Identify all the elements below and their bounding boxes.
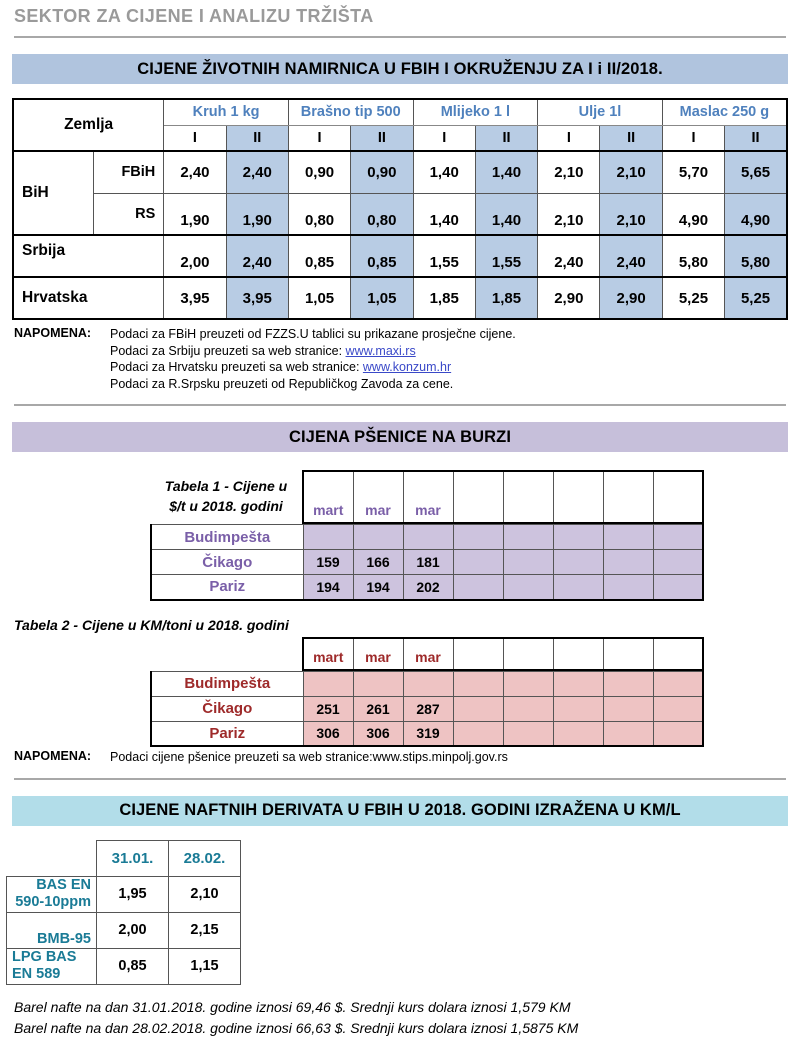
maxi-rs-link[interactable]: www.maxi.rs: [345, 343, 416, 358]
food-cell: 1,85: [413, 277, 475, 319]
wheat-table1-city-0: Budimpešta: [151, 525, 303, 550]
wheat-section-divider: [14, 404, 786, 406]
food-sub-header-0-II: II: [226, 125, 288, 151]
food-cell: 1,55: [413, 235, 475, 277]
fuel-row-label-2-line2: EN 589: [12, 966, 61, 982]
wheat-cell: [503, 575, 553, 600]
wheat-table1-header-row: [303, 471, 703, 523]
wheat-note-text: Podaci cijene pšenice preuzeti sa web stranice:www.stips.minpolj.gov.rs: [110, 750, 508, 764]
food-note-line-2: [110, 359, 516, 376]
wheat-table2-title: Tabela 2 - Cijene u KM/toni u 2018. godini: [14, 616, 289, 633]
food-cell: 5,70: [662, 151, 724, 193]
food-cell: 2,40: [538, 235, 600, 277]
wheat-note: [0, 749, 800, 766]
food-cell: 5,65: [725, 151, 787, 193]
wheat-cell: [603, 525, 653, 550]
food-cell: 2,40: [226, 151, 288, 193]
food-cell: 3,95: [164, 277, 226, 319]
food-cell: 1,05: [288, 277, 350, 319]
food-cell: 2,10: [600, 193, 662, 235]
wheat-table2-month-6: [603, 638, 653, 670]
wheat-table1-title-line2: $/t u 2018. godini: [169, 498, 283, 514]
food-cell: 2,40: [600, 235, 662, 277]
food-cell: 4,90: [725, 193, 787, 235]
wheat-cell: 166: [353, 550, 403, 575]
food-sub-header-2-I: I: [413, 125, 475, 151]
food-sub-header-4-II: II: [725, 125, 787, 151]
wheat-cell: 194: [303, 575, 353, 600]
food-cell: 2,10: [538, 151, 600, 193]
food-prices-table: [12, 98, 788, 320]
table-row: [151, 550, 703, 575]
fuel-cell: 2,10: [169, 876, 241, 912]
wheat-table2-city-0: Budimpešta: [151, 671, 303, 696]
wheat-cell: [403, 671, 453, 696]
fuel-row-label-0-line1: BAS EN: [36, 877, 91, 893]
wheat-cell: [503, 721, 553, 746]
wheat-cell: 319: [403, 721, 453, 746]
fuel-row-label-0: [7, 876, 97, 912]
fuel-date-header-0: 31.01.: [97, 840, 169, 876]
table-row: [151, 721, 703, 746]
header-divider: [14, 36, 786, 38]
wheat-cell: 261: [353, 696, 403, 721]
wheat-cell: [653, 575, 703, 600]
food-cell: 3,95: [226, 277, 288, 319]
wheat-table1-container: [0, 470, 800, 524]
table-row: [13, 235, 787, 277]
wheat-cell: 194: [353, 575, 403, 600]
wheat-table1-month-1: mar: [353, 471, 403, 523]
wheat-table2-month-5: [553, 638, 603, 670]
food-cell: 1,55: [475, 235, 537, 277]
wheat-cell: [453, 525, 503, 550]
food-cell: 0,80: [288, 193, 350, 235]
fuel-section-banner: CIJENE NAFTNIH DERIVATA U FBIH U 2018. GODINI IZRAŽENA U KM/L: [12, 796, 788, 826]
food-group-header-4: Maslac 250 g: [662, 99, 787, 125]
wheat-table1-month-4: [503, 471, 553, 523]
food-cell: 5,80: [725, 235, 787, 277]
table-row: [13, 277, 787, 319]
table-row: [13, 151, 787, 193]
fuel-row-label-2-line1: LPG BAS: [12, 949, 77, 965]
table-row: [151, 575, 703, 600]
wheat-cell: [553, 721, 603, 746]
food-cell: 1,40: [475, 193, 537, 235]
wheat-cell: [653, 550, 703, 575]
wheat-table2-header-row: [303, 638, 703, 670]
food-cell: 2,00: [164, 235, 226, 277]
fuel-prices-table: [6, 840, 241, 985]
fuel-cell: 2,00: [97, 912, 169, 948]
food-row-group-hrvatska: Hrvatska: [13, 277, 164, 319]
wheat-table2-city-1: Čikago: [151, 696, 303, 721]
wheat-cell: [553, 525, 603, 550]
wheat-cell: [603, 721, 653, 746]
fuel-section-divider: [14, 778, 786, 780]
wheat-table2-header-wrap: [150, 637, 800, 671]
fuel-footnote-1: Barel nafte na dan 28.02.2018. godine iznosi 66,63 $. Srednji kurs dolara iznosi 1,5875 KM: [14, 1019, 579, 1036]
food-cell: 2,40: [164, 151, 226, 193]
food-note-line-1: [110, 343, 516, 360]
food-country-header: Zemlja: [13, 99, 164, 151]
wheat-cell: [603, 575, 653, 600]
fuel-row-label-2: [7, 948, 97, 984]
wheat-table2-month-1: mar: [353, 638, 403, 670]
fuel-cell: 2,15: [169, 912, 241, 948]
food-note-label: NAPOMENA:: [14, 326, 92, 340]
food-cell: 2,40: [226, 235, 288, 277]
table-row: [7, 876, 241, 912]
wheat-table2-month-7: [653, 638, 703, 670]
food-cell: 0,90: [288, 151, 350, 193]
wheat-cell: [553, 671, 603, 696]
food-note: [0, 326, 800, 392]
wheat-section-banner: CIJENA PŠENICE NA BURZI: [12, 422, 788, 452]
wheat-table2-city-2: Pariz: [151, 721, 303, 746]
food-section-banner: CIJENE ŽIVOTNIH NAMIRNICA U FBIH I OKRUŽENJU ZA I i II/2018.: [12, 54, 788, 84]
food-table-container: [12, 98, 788, 320]
konzum-hr-link[interactable]: www.konzum.hr: [362, 360, 452, 374]
wheat-cell: [453, 550, 503, 575]
fuel-cell: 0,85: [97, 948, 169, 984]
food-cell: 2,10: [538, 193, 600, 235]
wheat-table1-month-5: [553, 471, 603, 523]
food-row-group-srbija: Srbija: [13, 235, 164, 277]
food-cell: 2,90: [600, 277, 662, 319]
food-sub-header-1-II: II: [351, 125, 413, 151]
food-cell: 1,40: [475, 151, 537, 193]
fuel-row-label-0-line2: 590-10ppm: [15, 894, 91, 910]
wheat-cell: [553, 550, 603, 575]
food-sub-header-1-I: I: [288, 125, 350, 151]
wheat-cell: [653, 696, 703, 721]
food-cell: 5,80: [662, 235, 724, 277]
food-note-body: [110, 326, 516, 392]
fuel-date-header-1: 28.02.: [169, 840, 241, 876]
food-cell: 5,25: [725, 277, 787, 319]
wheat-cell: [353, 525, 403, 550]
table-row: [7, 948, 241, 984]
food-sub-header-0-I: I: [164, 125, 226, 151]
wheat-table1-month-6: [603, 471, 653, 523]
wheat-table1-month-2: mar: [403, 471, 453, 523]
wheat-cell: 287: [403, 696, 453, 721]
food-cell: 5,25: [662, 277, 724, 319]
food-note-line-1-text: Podaci za Srbiju preuzeti sa web stranice:: [110, 343, 346, 358]
wheat-cell: [553, 575, 603, 600]
wheat-cell: [603, 671, 653, 696]
food-note-line-2-text: Podaci za Hrvatsku preuzeti sa web stranice:: [110, 360, 363, 374]
wheat-table1-rows: [150, 524, 704, 601]
food-group-header-1: Brašno tip 500: [288, 99, 413, 125]
wheat-note-label: NAPOMENA:: [14, 749, 92, 763]
food-cell: 0,85: [351, 235, 413, 277]
food-cell: 1,85: [475, 277, 537, 319]
wheat-cell: [303, 525, 353, 550]
food-sub-header-3-II: II: [600, 125, 662, 151]
wheat-cell: [353, 671, 403, 696]
wheat-table1-month-3: [453, 471, 503, 523]
fuel-header-row: [7, 840, 241, 876]
fuel-cell: 1,95: [97, 876, 169, 912]
wheat-table1-title: [150, 470, 302, 516]
wheat-cell: 181: [403, 550, 453, 575]
wheat-cell: 202: [403, 575, 453, 600]
wheat-cell: [303, 671, 353, 696]
wheat-table1-city-2: Pariz: [151, 575, 303, 600]
wheat-cell: [453, 696, 503, 721]
fuel-row-label-1: [7, 912, 97, 948]
food-sub-header-4-I: I: [662, 125, 724, 151]
food-cell: 4,90: [662, 193, 724, 235]
food-group-header-3: Ulje 1l: [538, 99, 663, 125]
table-row: [13, 193, 787, 235]
food-note-line-0: Podaci za FBiH preuzeti od FZZS.U tablici su prikazane prosječne cijene.: [110, 327, 516, 341]
food-cell: 1,05: [351, 277, 413, 319]
wheat-cell: [453, 671, 503, 696]
wheat-table2-month-2: mar: [403, 638, 453, 670]
wheat-cell: 251: [303, 696, 353, 721]
food-row-sub-fbih: FBiH: [93, 151, 163, 193]
food-sub-header-3-I: I: [538, 125, 600, 151]
wheat-cell: 306: [353, 721, 403, 746]
wheat-cell: [503, 525, 553, 550]
table-row: [151, 525, 703, 550]
wheat-table2-month-3: [453, 638, 503, 670]
table-row: [151, 696, 703, 721]
wheat-table1-city-1: Čikago: [151, 550, 303, 575]
food-cell: 2,90: [538, 277, 600, 319]
wheat-table2-rows: [150, 671, 704, 748]
wheat-cell: [653, 721, 703, 746]
wheat-cell: [503, 550, 553, 575]
fuel-footnote-0: Barel nafte na dan 31.01.2018. godine iznosi 69,46 $. Srednji kurs dolara iznosi 1,579 KM: [14, 998, 571, 1015]
page-title: SEKTOR ZA CIJENE I ANALIZU TRŽIŠTA: [14, 6, 374, 26]
wheat-table1-month-0: mart: [303, 471, 353, 523]
food-cell: 1,40: [413, 193, 475, 235]
wheat-cell: [653, 671, 703, 696]
food-sub-header-2-II: II: [475, 125, 537, 151]
food-note-line-3: Podaci za R.Srpsku preuzeti od Republičkog Zavoda za cene.: [110, 376, 454, 391]
table-row: [151, 671, 703, 696]
food-cell: 0,80: [351, 193, 413, 235]
food-row-group-bih: BiH: [13, 151, 93, 235]
wheat-cell: [403, 525, 453, 550]
food-cell: 0,90: [351, 151, 413, 193]
wheat-cell: [603, 696, 653, 721]
wheat-note-body: [110, 749, 508, 766]
wheat-cell: [503, 696, 553, 721]
wheat-table1-month-7: [653, 471, 703, 523]
fuel-cell: 1,15: [169, 948, 241, 984]
food-cell: 1,90: [164, 193, 226, 235]
wheat-cell: [653, 525, 703, 550]
wheat-table2-month-0: mart: [303, 638, 353, 670]
wheat-cell: [503, 671, 553, 696]
fuel-footnotes: [0, 985, 800, 1039]
food-group-header-2: Mlijeko 1 l: [413, 99, 538, 125]
wheat-table1-rows-container: [0, 524, 800, 601]
fuel-row-label-1-line1: BMB-95: [37, 930, 91, 947]
wheat-cell: 159: [303, 550, 353, 575]
table-row: [7, 912, 241, 948]
food-group-header-0: Kruh 1 kg: [164, 99, 289, 125]
wheat-table2-month-4: [503, 638, 553, 670]
food-row-sub-rs: RS: [93, 193, 163, 235]
wheat-cell: 306: [303, 721, 353, 746]
food-group-header-row: [13, 99, 787, 125]
wheat-table2-header: [302, 637, 704, 671]
wheat-table2-header-spacer: [150, 637, 302, 671]
fuel-table-container: [0, 840, 800, 985]
wheat-table1-title-line1: Tabela 1 - Cijene u: [164, 478, 288, 494]
food-cell: 1,40: [413, 151, 475, 193]
wheat-table2-container: [0, 637, 800, 748]
food-cell: 0,85: [288, 235, 350, 277]
wheat-cell: [453, 721, 503, 746]
wheat-cell: [553, 696, 603, 721]
food-cell: 1,90: [226, 193, 288, 235]
fuel-header-blank: [7, 840, 97, 876]
wheat-table1: [302, 470, 704, 524]
wheat-cell: [603, 550, 653, 575]
wheat-cell: [453, 575, 503, 600]
food-cell: 2,10: [600, 151, 662, 193]
